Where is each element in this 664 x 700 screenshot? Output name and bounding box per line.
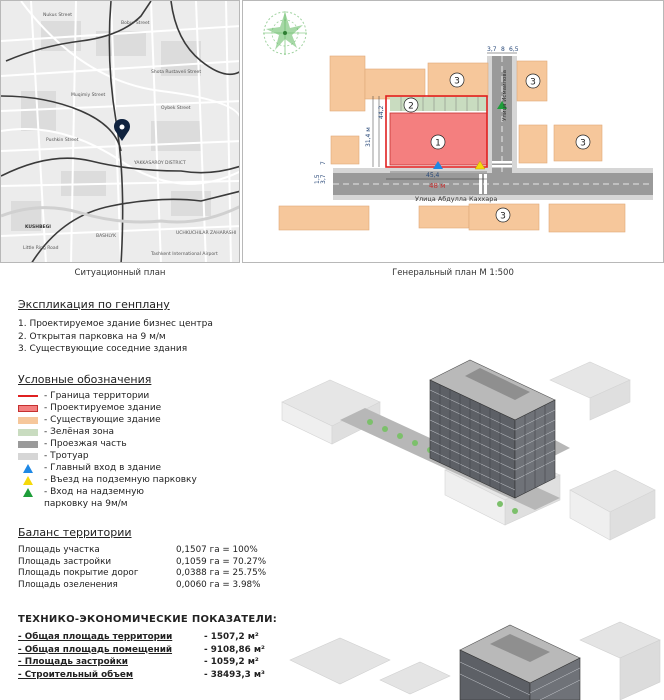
street-name-label: Улица Абдулла Каххара — [415, 195, 498, 203]
green-triangle-icon — [23, 488, 33, 497]
map-district-label: BASHLYK — [96, 234, 117, 239]
situation-map-drawing — [1, 1, 240, 263]
dim-width-top: 45,4 — [426, 172, 440, 179]
map-street-label: Muqimiy Street — [71, 93, 106, 98]
tep-label: - Общая площадь помещений — [18, 644, 173, 655]
marker-3: 3 — [500, 211, 506, 222]
explication-list — [18, 318, 213, 356]
legend-label: - Существующие здание — [44, 415, 161, 425]
tep-row — [18, 657, 265, 670]
balance-value: 0,0388 га = 25.75% — [176, 568, 267, 578]
balance-value: 0,1507 га = 100% — [176, 545, 258, 555]
legend-swatch — [18, 441, 38, 448]
dim-top-b: 8 — [501, 46, 505, 53]
legend-label: парковку на 9м/м — [44, 499, 128, 509]
tep-row — [18, 645, 265, 658]
tep-title: ТЕХНИКО-ЭКОНОМИЧЕСКИЕ ПОКАЗАТЕЛИ: — [18, 614, 278, 625]
balance-value: 0,1059 га = 70.27% — [176, 556, 267, 567]
legend-item-continuation — [18, 498, 248, 510]
dim-height-left: 31,4 м — [365, 127, 372, 147]
dim-height-a: 44,2 — [378, 105, 385, 119]
blue-triangle-icon — [23, 464, 33, 473]
legend-swatch — [18, 395, 38, 397]
explication-title: Экспликация по генплану — [18, 298, 170, 311]
legend-swatch — [18, 453, 38, 460]
tep-value: - 9108,86 м² — [204, 644, 265, 655]
marker-3: 3 — [454, 76, 460, 87]
legend-item-roadway — [18, 438, 248, 450]
dim-left-c: 7 — [320, 161, 327, 165]
marker-1: 1 — [435, 138, 441, 149]
legend-label: - Главный вход в здание — [44, 463, 162, 473]
balance-table — [18, 545, 266, 591]
office-building-3d — [460, 625, 580, 700]
map-street-label: Nukus Street — [43, 13, 72, 18]
legend-swatch — [18, 417, 38, 424]
explication-item: 1. Проектируемое здание бизнес центра — [18, 319, 213, 329]
map-district-label: Tashkent International Airport — [151, 252, 218, 257]
legend-label: - Тротуар — [44, 451, 89, 461]
master-plan — [242, 0, 664, 263]
map-district-label: UCHKUCHILAR ZAHARASHI — [176, 231, 237, 236]
legend-label: - Граница территории — [44, 391, 150, 401]
legend-swatch — [18, 405, 38, 412]
tep-row — [18, 632, 265, 645]
wind-rose-icon — [263, 11, 307, 55]
balance-value: 0,0060 га = 3.98% — [176, 579, 261, 590]
tep-label: - Площадь застройки — [18, 657, 128, 667]
legend-label: - Вход на надземную — [44, 487, 144, 497]
legend-item-green-zone — [18, 426, 248, 438]
master-plan-drawing — [243, 1, 664, 263]
balance-row — [18, 557, 266, 569]
explication-item: 2. Открытая парковка на 9 м/м — [18, 331, 166, 342]
marker-2: 2 — [408, 101, 414, 112]
legend-label: - Проезжая часть — [44, 439, 127, 449]
legend-item-boundary — [18, 390, 248, 402]
map-street-label: Oybek Street — [161, 106, 191, 111]
tep-label: - Общая площадь территории — [18, 632, 173, 642]
legend-item-main-entrance — [18, 462, 248, 474]
balance-label: Площадь покрытие дорог — [18, 568, 139, 578]
map-district-label: YAKKASAROY DISTRICT — [134, 161, 186, 166]
balance-row — [18, 580, 266, 592]
balance-label: Площадь озеленения — [18, 579, 118, 590]
master-plan-caption: Генеральный план М 1:500 — [392, 268, 514, 278]
dim-width-main: 48 м — [429, 182, 446, 190]
legend-label: - Зелёная зона — [44, 427, 115, 437]
balance-title: Баланс территории — [18, 526, 132, 539]
dim-top-a: 3,7 — [487, 46, 497, 53]
tep-value: - 1507,2 м² — [204, 632, 259, 642]
legend-title: Условные обозначения — [18, 373, 152, 386]
explication-item: 3. Существующие соседние здания — [18, 344, 188, 354]
map-street-label: Shota Rustaveli Street — [151, 70, 202, 75]
legend-label: - Въезд на подземную парковку — [44, 475, 197, 485]
legend-item-existing-building — [18, 414, 248, 426]
map-street-label: Pushkin Street — [46, 138, 79, 143]
tep-label: - Строительный объем — [18, 669, 134, 680]
tep-row — [18, 670, 265, 683]
legend-label: - Проектируемое здание — [44, 403, 162, 413]
marker-3: 3 — [530, 77, 536, 88]
balance-row — [18, 545, 266, 557]
map-district-label: KUSHBEGI — [25, 225, 51, 230]
dim-top-c: 6,5 — [509, 46, 519, 53]
balance-row — [18, 568, 266, 580]
map-district-label: Little Ring Road — [23, 246, 59, 251]
balance-label: Площадь застройки — [18, 556, 112, 567]
legend-swatch — [18, 429, 38, 436]
axonometric-view-1 — [270, 340, 664, 595]
dim-left-b: 3,7 — [320, 174, 327, 184]
legend-item-underground-parking — [18, 474, 248, 486]
legend-list — [18, 390, 248, 510]
legend-item-sidewalk — [18, 450, 248, 462]
balance-label: Площадь участка — [18, 545, 100, 555]
map-street-label: Bobur Street — [121, 21, 150, 26]
tep-value: - 38493,3 м³ — [204, 669, 265, 680]
legend-item-designed-building — [18, 402, 248, 414]
axonometric-view-2 — [280, 600, 664, 700]
situation-map — [0, 0, 240, 263]
dim-left-a: 1,5 — [314, 174, 321, 184]
legend-item-above-ground-parking — [18, 486, 248, 498]
yellow-triangle-icon — [23, 476, 33, 485]
tep-value: - 1059,2 м² — [204, 657, 259, 667]
side-street-label: Улица Исмаилова — [502, 69, 508, 121]
tep-table — [18, 632, 265, 682]
situation-map-caption: Ситуационный план — [74, 268, 166, 278]
marker-3: 3 — [580, 138, 586, 149]
